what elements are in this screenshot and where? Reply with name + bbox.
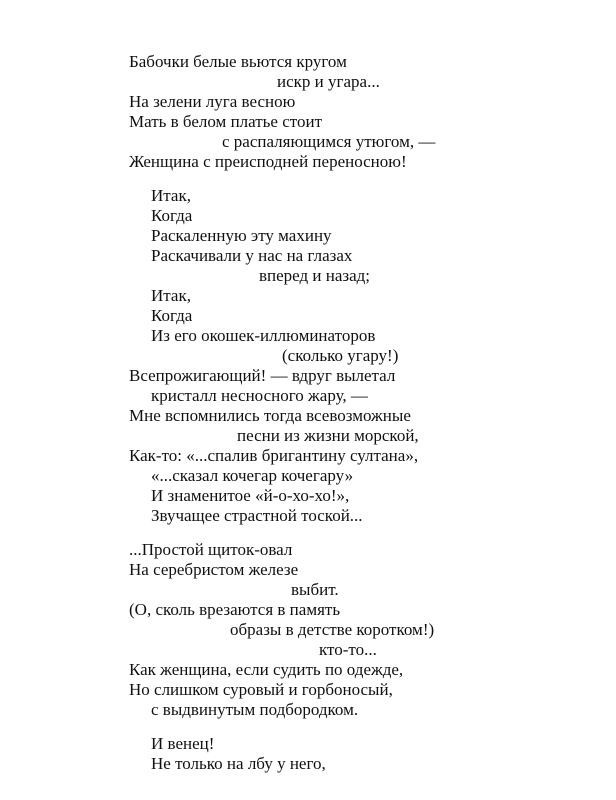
poem-line: ...Простой щиток-овал [129, 540, 293, 559]
poem-line: Мать в белом платье стоит [129, 112, 323, 131]
poem-line: Не только на лбу у него, [151, 754, 326, 773]
poem-line: Когда [151, 206, 193, 225]
poem-line: песни из жизни морской, [237, 426, 419, 445]
poem-line: Раскачивали у нас на глазах [151, 246, 353, 265]
poem-line: Из его окошек-иллюминаторов [151, 326, 376, 345]
poem-line: искр и угара... [277, 72, 380, 91]
poem-line: Звучащее страстной тоской... [151, 506, 363, 525]
poem-line: Бабочки белые вьются кругом [129, 52, 347, 71]
poem-line: Как-то: «...спалив бригантину султана», [129, 446, 419, 465]
poem-line: Всепрожигающий! — вдруг вылетал [129, 366, 396, 385]
poem-line: «...сказал кочегар кочегару» [151, 466, 354, 485]
poem-line: (О, сколь врезаются в память [129, 600, 341, 619]
poem-line: кристалл несносного жару, — [151, 386, 368, 405]
poem-line: с выдвинутым подбородком. [151, 700, 359, 719]
poem-line: Итак, [151, 286, 191, 305]
poem-line: вперед и назад; [259, 266, 371, 285]
poem-line: с распаляющимся утюгом, — [222, 132, 436, 151]
poem-line: И венец! [151, 734, 215, 753]
poem-line: И знаменитое «й-о-хо-хо!», [151, 486, 350, 505]
poem-line: (сколько угару!) [282, 346, 399, 365]
poem-line: Но слишком суровый и горбоносый, [129, 680, 393, 699]
poem-line: Женщина с преисподней переносною! [129, 152, 407, 171]
poem-line: кто-то... [319, 640, 377, 659]
poem-line: На зелени луга весною [129, 92, 296, 111]
poem-line: Мне вспомнились тогда всевозможные [129, 406, 411, 425]
poem-line: Итак, [151, 186, 191, 205]
poem-line: выбит. [291, 580, 339, 599]
poem-line: Как женщина, если судить по одежде, [129, 660, 404, 679]
poem-line: Когда [151, 306, 193, 325]
poem-line: образы в детстве коротком!) [230, 620, 435, 639]
poem-line: На серебристом железе [129, 560, 299, 579]
poem-line: Раскаленную эту махину [151, 226, 332, 245]
